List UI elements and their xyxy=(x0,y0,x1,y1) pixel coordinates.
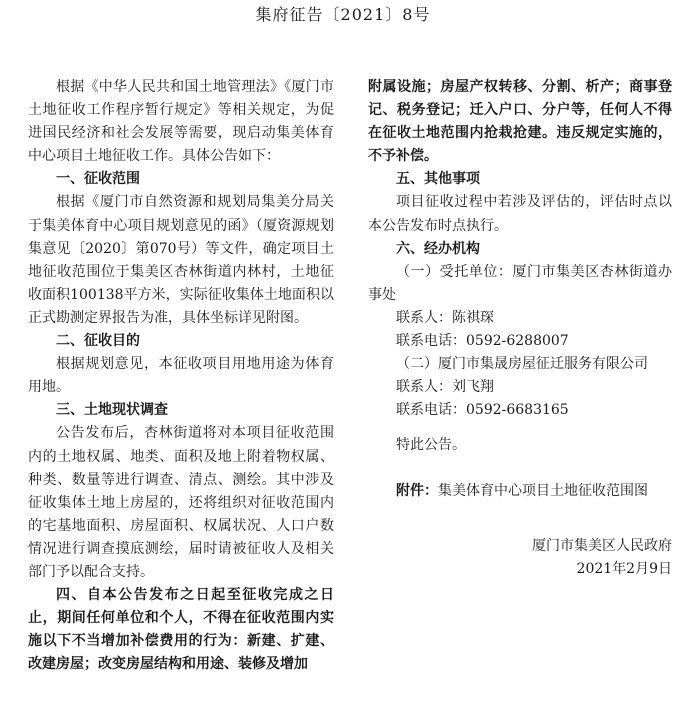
document-number: 集府征告〔2021〕8号 xyxy=(255,5,431,24)
section-3-heading: 三、土地现状调查 xyxy=(56,402,168,419)
section-6-heading: 六、经办机构 xyxy=(396,240,480,257)
section-4-continuation: 附属设施；房屋产权转移、分割、析产；商事登记、税务登记；迁入户口、分户等，任何人不得在征收土地范围内抢栽抢建。违反规定实施的，不予补偿。 xyxy=(368,79,672,165)
issue-date: 2021年2月9日 xyxy=(576,560,672,577)
agency-1-phone: 联系电话：0592-6288007 xyxy=(396,333,569,350)
section-3-body: 公告发布后，杏林街道将对本项目征收范围内的土地权属、地类、面积及地上附着物权属、种类、数量等进行调查、清点、测绘。其中涉及征收集体土地上房屋的，还将组织对征收范围内的宅基地面积、房屋面积、权属状况、人口户数情况进行调查摸底测绘，届时请被征收人及相关部门予以配合支持。 xyxy=(28,425,334,580)
section-2-heading: 二、征收目的 xyxy=(56,333,140,350)
section-1-heading: 一、征收范围 xyxy=(56,171,140,188)
intro-paragraph: 根据《中华人民共和国土地管理法》《厦门市土地征收工作程序暂行规定》等相关规定，为促进国民经济和社会发展等需要，现启动集美体育中心项目土地征收工作。具体公告如下： xyxy=(28,79,334,165)
section-4-paragraph: 四、自本公告发布之日起至征收完成之日止，期间任何单位和个人，不得在征收范围内实施以下不当增加补偿费用的行为：新建、扩建、改建房屋；改变房屋结构和用途、装修及增加 xyxy=(28,587,334,673)
section-1-body: 根据《厦门市自然资源和规划局集美分局关于集美体育中心项目规划意见的函》（厦资源规划集意见〔2020〕第070号）等文件，确定项目土地征收范围位于集美区杏林街道内林村，土地征收面积100138平方米，实际征收集体土地面积以正式勘测定界报告为准，具体坐标详见附图。 xyxy=(28,194,334,326)
issuer-name: 厦门市集美区人民政府 xyxy=(532,537,672,554)
attachment-text: 集美体育中心项目土地征收范围图 xyxy=(438,482,648,499)
right-column xyxy=(368,76,672,581)
agency-2-contact: 联系人：刘飞翔 xyxy=(396,379,494,396)
left-column xyxy=(28,76,334,676)
section-5-heading: 五、其他事项 xyxy=(396,171,480,188)
attachment-label: 附件： xyxy=(396,482,438,499)
attachment-line xyxy=(368,480,672,503)
closing-statement: 特此公告。 xyxy=(396,437,466,454)
section-5-body: 项目征收过程中若涉及评估的，评估时点以本公告发布时点执行。 xyxy=(368,194,672,234)
section-2-body: 根据规划意见，本征收项目用地用途为体育用地。 xyxy=(28,356,334,396)
agency-1-contact: 联系人：陈祺琛 xyxy=(396,309,494,326)
agency-2-phone: 联系电话：0592-6683165 xyxy=(396,402,569,419)
agency-1-name: （一）受托单位：厦门市集美区杏林街道办事处 xyxy=(368,263,672,303)
agency-2-name: （二）厦门市集晟房屋征迁服务有限公司 xyxy=(396,356,648,373)
